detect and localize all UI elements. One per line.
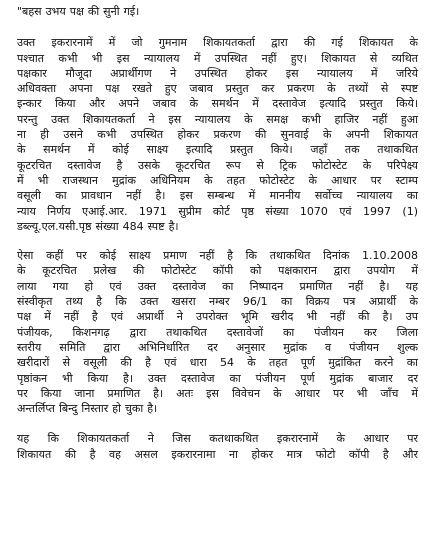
text-line: पृष्ठांकन भी किया है। उक्त दस्तावेज का पंजीयन पूर्ण मुद्रांक बाजार दर	[17, 371, 418, 385]
text-line: खरीदारों से वसूली की है एवं धारा 54 के तहत पूर्ण मुद्रांकित करने का	[17, 356, 418, 370]
text-line: पक्षकार मौजूदा अप्रार्थीगण ने उपस्थित होकर इस न्यायालय में जरिये	[17, 66, 418, 80]
text-line: पक्ष में नहीं है एवं अप्रार्थी ने उपरोक्त भूमि खरीद भी नहीं की है। उप	[17, 310, 418, 324]
text-line: इन्कार किया और अपने जबाव के समर्थन में दस्तावेज इत्यादि प्रस्तुत किये।	[17, 97, 418, 111]
text-line: अधिवक्ता अपना पक्ष रखते हुए जबाव प्रस्तुत कर प्रकरण के तथ्यों से स्पष्ट	[17, 82, 418, 96]
text-line: उक्त इकरारनामें में जो गुमनाम शिकायतकर्ता द्वारा की गई शिकायत के	[17, 36, 418, 50]
text-line: पश्चात कभी भी इस न्यायालय में उपस्थित नहीं हुए। शिकायत से व्यथित	[17, 51, 418, 65]
text-line: ना ही उसने कभी उपस्थित होकर प्रकरण की सुनवाई के अपनी शिकायत	[17, 128, 418, 142]
text-line: अन्तर्लिप्त बिन्दु निस्तार हो चुका है।	[17, 402, 158, 416]
text-line: डब्ल्यू.एल.यसी.पृष्ठ संख्या 484 स्पष्ट है।	[17, 219, 179, 233]
text-line: के कूटरचित प्रलेख की फोटोस्टेट कॉपी को पक्षकारान द्वारा उपयोग में	[17, 264, 418, 278]
paragraph-4	[17, 431, 418, 462]
text-line: लाया गया हो एवं उक्त दस्तावेज का निष्पादन प्रमाणित नहीं है। यह	[17, 279, 418, 293]
text-line: परन्तु उक्त शिकायतकर्ता ने इस न्यायालय के समक्ष कभी हाजिर नहीं हुआ	[17, 112, 418, 126]
text-line: पर किया जाना प्रमाणित है। अतः इस विवेचन के आधार पर भी जाँच में	[17, 386, 418, 400]
paragraph-1	[17, 4, 418, 19]
text-line: यह कि शिकायतकर्ता ने जिस कतथाकथित इकरारनामें के आधार पर	[17, 432, 418, 446]
text-line: न्याय निर्णय एआई.आर. 1971 सुप्रीम कोर्ट पृष्ठ संख्या 1070 एवं 1997 (1)	[17, 204, 418, 218]
paragraph-3	[17, 248, 418, 416]
text-line: संस्वीकृत तथ्य है कि उक्त खसरा नम्बर 96/1 का विक्रय पत्र अप्रार्थी के	[17, 295, 418, 309]
text-line: शिकायत की है वह असल इकरारनामा ना होकर मात्र फोटो कॉपी है और	[17, 447, 418, 461]
text-line: के समर्थन में कोई साक्ष्य इत्यादि प्रस्तुत किये। जहाँ तक तथाकथित	[17, 143, 418, 157]
text-line: "बहस उभय पक्ष की सुनी गई।	[17, 5, 140, 18]
text-line: पंजीयक, किशनगढ़ द्वारा तथाकथित दस्तावेजों का पंजीयन कर जिला	[17, 325, 418, 339]
text-line: वसूली का प्रावधान नहीं है। इस सम्बन्ध में माननीय सर्वोच्च न्यायालय का	[17, 189, 418, 203]
paragraph-2	[17, 35, 418, 234]
text-line: ऐसा कहीं पर कोई साक्ष्य प्रमाण नहीं है कि तथाकथित दिनांक 1.10.2008	[17, 249, 418, 263]
text-line: में भी राजस्थान मुद्रांक अधिनियम के तहत फोटोस्टेट के आधार पर स्टाम्प	[17, 173, 418, 187]
text-line: स्तरीय समिति द्वारा अभिनिर्धारित दर अनुसार मुद्रांक व पंजीयन शुल्क	[17, 340, 418, 354]
text-line: कूटरचित दस्तावेज है उसके कूटरचित रूप से ट्रिक फोटोस्टेट के परिपेक्ष्य	[17, 158, 418, 172]
